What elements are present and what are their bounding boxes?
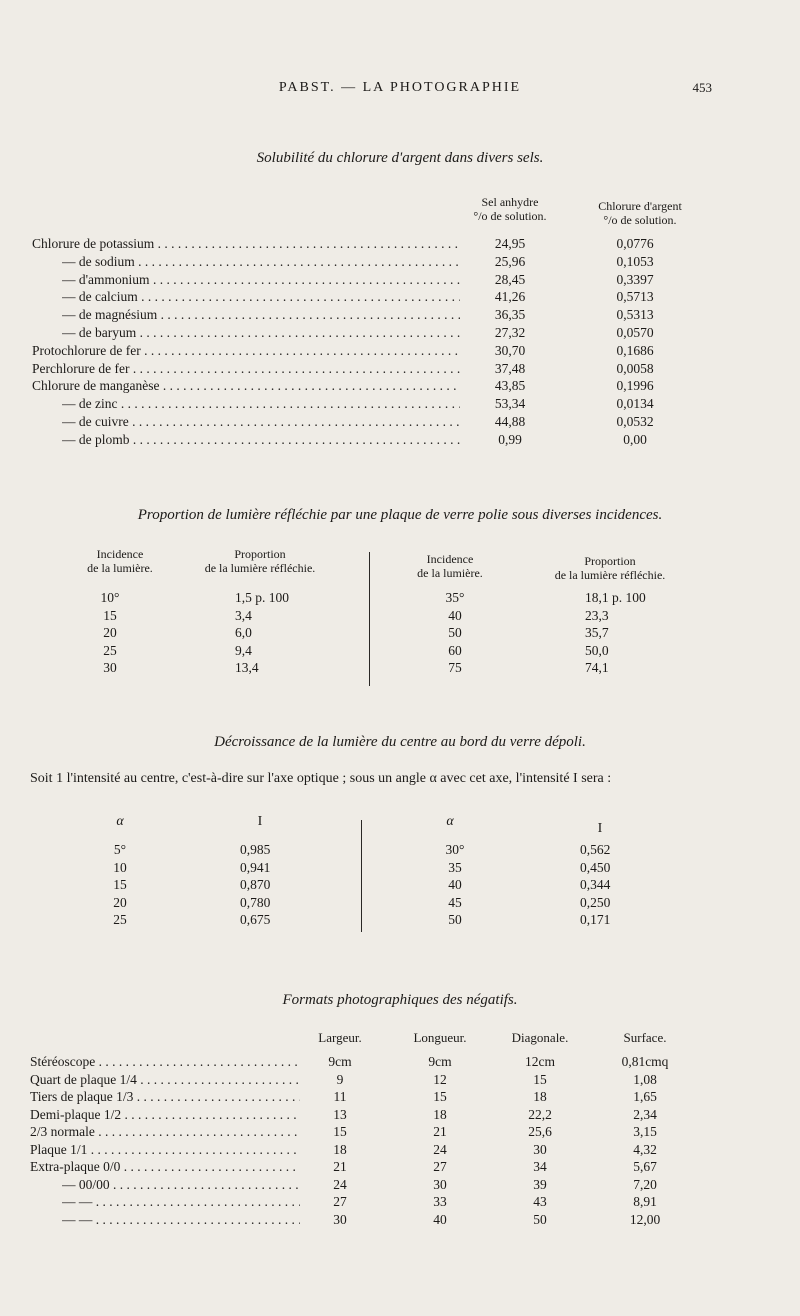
incidence-value: 15	[103, 607, 117, 623]
diagonal-value: 25,6	[528, 1124, 552, 1139]
length-value: 18	[433, 1106, 447, 1122]
table-row	[0, 272, 800, 290]
table-row	[0, 325, 800, 343]
format-label: — — . . .	[62, 1194, 300, 1210]
silver-chloride-value: 0,3397	[616, 271, 654, 287]
alpha-value: 35	[448, 859, 462, 875]
row-label: Chlorure de manganèse . . .	[32, 378, 460, 394]
diagonal-value: 30	[533, 1141, 547, 1157]
table-row	[0, 1107, 800, 1125]
reflection-header-left-proportion: Proportion de la lumière réfléchie.	[204, 547, 316, 575]
reflection-header-right-incidence: Incidence de la lumière.	[417, 552, 483, 580]
decrease-caption: Décroissance de la lumière du centre au bord du verre dépoli.	[214, 734, 586, 750]
proportion-value: 3,4	[235, 607, 252, 623]
alpha-value: 40	[448, 877, 462, 892]
alpha-value: 20	[113, 894, 127, 910]
incidence-value: 40	[448, 607, 462, 623]
formats-header-surface: Surface.	[623, 1030, 667, 1045]
decrease-intro: Soit 1 l'intensité au centre, c'est-à-dire sur l'axe optique ; sous un angle α avec cet axe, l'intensité I sera :	[30, 771, 612, 786]
row-label: — de zinc . . .	[62, 396, 460, 412]
surface-value: 4,32	[633, 1141, 657, 1157]
table-row	[0, 414, 800, 432]
length-value: 24	[433, 1141, 447, 1157]
table-row	[0, 361, 800, 379]
width-value: 15	[333, 1124, 347, 1139]
diagonal-value: 12cm	[525, 1054, 555, 1069]
table-row	[0, 378, 800, 396]
formats-caption: Formats photographiques des négatifs.	[282, 992, 518, 1008]
surface-value: 7,20	[633, 1176, 657, 1192]
width-value: 9	[336, 1071, 344, 1087]
decrease-header-alpha-right: α	[446, 814, 454, 829]
diagonal-value: 39	[533, 1176, 547, 1192]
row-label: Perchlorure de fer . . .	[32, 361, 460, 377]
silver-chloride-value: 0,1686	[616, 342, 654, 358]
intensity-value: 0,985	[240, 842, 271, 857]
proportion-value: 1,5 p. 100	[235, 590, 289, 605]
intensity-value: 0,562	[580, 842, 611, 857]
row-label: Protochlorure de fer . . .	[32, 343, 460, 359]
diagonal-value: 50	[533, 1211, 547, 1227]
surface-value: 8,91	[633, 1194, 657, 1209]
proportion-value: 18,1 p. 100	[585, 590, 646, 605]
format-label: Quart de plaque 1/4 . . .	[30, 1072, 300, 1088]
running-head	[0, 80, 800, 100]
silver-chloride-value: 0,00	[623, 431, 647, 447]
format-label: — — . . .	[62, 1212, 300, 1228]
table-row	[0, 1089, 800, 1107]
table-row	[0, 895, 800, 913]
surface-value: 1,65	[633, 1089, 657, 1104]
width-value: 9cm	[328, 1054, 352, 1069]
table-row	[0, 343, 800, 361]
incidence-value: 75	[448, 660, 462, 675]
width-value: 11	[333, 1089, 347, 1104]
surface-value: 5,67	[633, 1159, 657, 1174]
decrease-header-alpha-left: α	[116, 814, 124, 829]
incidence-value: 30	[103, 660, 117, 675]
table-row	[0, 289, 800, 307]
table-row	[0, 912, 800, 930]
length-value: 27	[433, 1159, 447, 1174]
format-label: Tiers de plaque 1/3 . . .	[30, 1089, 300, 1105]
length-value: 33	[433, 1194, 447, 1209]
length-value: 30	[433, 1176, 447, 1192]
intensity-value: 0,344	[580, 877, 611, 892]
silver-chloride-value: 0,5313	[616, 307, 654, 323]
intensity-value: 0,870	[240, 877, 271, 892]
length-value: 9cm	[428, 1054, 452, 1069]
anhydrous-value: 41,26	[494, 289, 526, 305]
silver-chloride-value: 0,1053	[616, 253, 654, 269]
formats-header-length: Longueur.	[413, 1030, 467, 1045]
decrease-header-i-right: I	[597, 821, 603, 836]
alpha-value: 25	[113, 912, 127, 927]
incidence-value: 60	[448, 642, 462, 658]
width-value: 21	[333, 1159, 347, 1174]
row-label: Chlorure de potassium . . .	[32, 236, 460, 252]
solubility-caption: Solubilité du chlorure d'argent dans divers sels.	[256, 150, 544, 166]
proportion-value: 35,7	[585, 625, 609, 640]
table-row	[0, 660, 800, 678]
proportion-value: 6,0	[235, 625, 252, 640]
silver-chloride-value: 0,5713	[616, 289, 654, 305]
reflection-header-right-proportion: Proportion de la lumière réfléchie.	[554, 554, 666, 582]
row-label: — de sodium . . .	[62, 254, 460, 270]
table-row	[0, 625, 800, 643]
intensity-value: 0,250	[580, 894, 611, 910]
format-label: Demi-plaque 1/2 . . .	[30, 1107, 300, 1123]
table-row	[0, 254, 800, 272]
incidence-value: 10°	[100, 590, 120, 605]
incidence-value: 50	[448, 625, 462, 640]
row-label: — de cuivre . . .	[62, 414, 460, 430]
decrease-header-i-left: I	[257, 814, 263, 829]
intensity-value: 0,171	[580, 912, 611, 927]
anhydrous-value: 43,85	[494, 378, 526, 394]
table-row	[0, 307, 800, 325]
width-value: 24	[333, 1176, 347, 1192]
intensity-value: 0,450	[580, 859, 611, 875]
format-label: — 00/00 . . .	[62, 1177, 300, 1193]
silver-chloride-value: 0,0134	[616, 396, 654, 412]
reflection-header-left-incidence: Incidence de la lumière.	[87, 547, 153, 575]
proportion-value: 13,4	[235, 660, 259, 675]
intensity-value: 0,780	[240, 894, 271, 910]
page-number: 453	[692, 80, 712, 95]
solubility-header-silver-chloride: Chlorure d'argent °/o de solution.	[598, 199, 682, 227]
alpha-value: 50	[448, 912, 462, 927]
length-value: 12	[433, 1071, 447, 1087]
table-row	[0, 643, 800, 661]
formats-header-diagonal: Diagonale.	[511, 1030, 569, 1045]
length-value: 40	[433, 1211, 447, 1227]
table-row	[0, 396, 800, 414]
table-row	[0, 432, 800, 450]
anhydrous-value: 37,48	[494, 360, 526, 376]
table-row	[0, 877, 800, 895]
silver-chloride-value: 0,1996	[616, 378, 654, 394]
proportion-value: 74,1	[585, 660, 609, 675]
surface-value: 1,08	[633, 1071, 657, 1087]
reflection-caption: Proportion de lumière réfléchie par une plaque de verre polie sous diverses incidences.	[137, 507, 663, 523]
diagonal-value: 18	[533, 1089, 547, 1104]
table-row	[0, 608, 800, 626]
format-label: Extra-plaque 0/0 . . .	[30, 1159, 300, 1175]
row-label: — de magnésium . . .	[62, 307, 460, 323]
anhydrous-value: 36,35	[494, 307, 526, 323]
format-label: 2/3 normale . . .	[30, 1124, 300, 1140]
table-row	[0, 1124, 800, 1142]
table-row	[0, 1054, 800, 1072]
running-title: PABST. — LA PHOTOGRAPHIE	[278, 80, 522, 95]
anhydrous-value: 53,34	[494, 396, 526, 412]
surface-value: 2,34	[633, 1106, 657, 1122]
format-label: Plaque 1/1 . . .	[30, 1142, 300, 1158]
table-row	[0, 842, 800, 860]
table-row	[0, 236, 800, 254]
silver-chloride-value: 0,0776	[616, 236, 654, 251]
table-row	[0, 590, 800, 608]
format-label: Stéréoscope . . .	[30, 1054, 300, 1070]
row-label: — de plomb . . .	[62, 432, 460, 448]
intensity-value: 0,941	[240, 859, 271, 875]
intensity-value: 0,675	[240, 912, 271, 927]
anhydrous-value: 28,45	[494, 271, 526, 287]
alpha-value: 30°	[445, 842, 465, 857]
alpha-value: 5°	[113, 842, 127, 857]
table-row	[0, 1072, 800, 1090]
anhydrous-value: 30,70	[494, 342, 526, 358]
width-value: 18	[333, 1141, 347, 1157]
incidence-value: 20	[103, 625, 117, 640]
solubility-header-anhydrous: Sel anhydre °/o de solution.	[473, 195, 547, 223]
anhydrous-value: 0,99	[498, 431, 522, 447]
diagonal-value: 22,2	[528, 1106, 552, 1122]
table-row	[0, 1177, 800, 1195]
silver-chloride-value: 0,0058	[616, 360, 654, 376]
table-row	[0, 1194, 800, 1212]
anhydrous-value: 24,95	[494, 236, 526, 251]
row-label: — de calcium . . .	[62, 289, 460, 305]
surface-value: 0,81cmq	[621, 1054, 669, 1069]
table-row	[0, 860, 800, 878]
alpha-value: 45	[448, 894, 462, 910]
proportion-value: 9,4	[235, 642, 252, 658]
table-row	[0, 1159, 800, 1177]
surface-value: 12,00	[629, 1211, 661, 1227]
anhydrous-value: 44,88	[494, 414, 526, 429]
diagonal-value: 43	[533, 1194, 547, 1209]
width-value: 30	[333, 1211, 347, 1227]
proportion-value: 50,0	[585, 642, 609, 658]
table-row	[0, 1142, 800, 1160]
surface-value: 3,15	[633, 1124, 657, 1139]
width-value: 27	[333, 1194, 347, 1209]
incidence-value: 25	[103, 642, 117, 658]
silver-chloride-value: 0,0532	[616, 414, 654, 429]
proportion-value: 23,3	[585, 607, 609, 623]
width-value: 13	[333, 1106, 347, 1122]
formats-header-width: Largeur.	[318, 1030, 362, 1045]
silver-chloride-value: 0,0570	[616, 325, 654, 340]
length-value: 15	[433, 1089, 447, 1104]
row-label: — d'ammonium . . .	[62, 272, 460, 288]
table-row	[0, 1212, 800, 1230]
row-label: — de baryum . . .	[62, 325, 460, 341]
length-value: 21	[433, 1124, 447, 1139]
incidence-value: 35°	[445, 590, 465, 605]
anhydrous-value: 25,96	[494, 253, 526, 269]
alpha-value: 15	[113, 877, 127, 892]
diagonal-value: 15	[533, 1071, 547, 1087]
diagonal-value: 34	[533, 1159, 547, 1174]
alpha-value: 10	[113, 859, 127, 875]
anhydrous-value: 27,32	[494, 325, 526, 340]
